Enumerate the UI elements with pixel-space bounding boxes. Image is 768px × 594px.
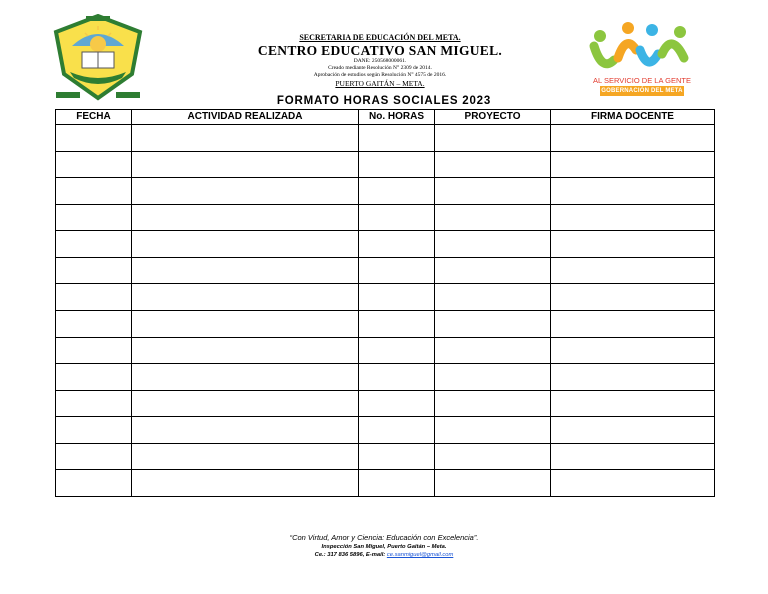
- cell-firma[interactable]: [551, 390, 715, 417]
- cell-actividad[interactable]: [132, 204, 359, 231]
- cell-fecha[interactable]: [56, 470, 132, 497]
- footer-motto: “Con Virtud, Amor y Ciencia: Educación con Excelencia”.: [289, 533, 479, 542]
- cell-actividad[interactable]: [132, 443, 359, 470]
- cell-fecha[interactable]: [56, 390, 132, 417]
- cell-horas[interactable]: [359, 470, 435, 497]
- cell-proyecto[interactable]: [435, 364, 551, 391]
- school-crest-logo: [52, 14, 144, 104]
- cell-fecha[interactable]: [56, 310, 132, 337]
- cell-firma[interactable]: [551, 204, 715, 231]
- table-row: [56, 337, 715, 364]
- cell-horas[interactable]: [359, 310, 435, 337]
- form-title: FORMATO HORAS SOCIALES 2023: [276, 95, 492, 107]
- cell-fecha[interactable]: [56, 364, 132, 391]
- table-row: [56, 284, 715, 311]
- cell-horas[interactable]: [359, 390, 435, 417]
- dane-line: DANE: 250568000061.: [353, 58, 407, 64]
- cell-horas[interactable]: [359, 231, 435, 258]
- cell-proyecto[interactable]: [435, 204, 551, 231]
- cell-firma[interactable]: [551, 151, 715, 178]
- school-header: [230, 33, 530, 88]
- footer-address: Inspección San Miguel, Puerto Gaitán – Meta.: [321, 544, 447, 550]
- cell-proyecto[interactable]: [435, 470, 551, 497]
- cell-actividad[interactable]: [132, 310, 359, 337]
- cell-horas[interactable]: [359, 417, 435, 444]
- footer-contact: [200, 551, 568, 559]
- table-row: [56, 257, 715, 284]
- cell-proyecto[interactable]: [435, 284, 551, 311]
- column-header-proyecto: PROYECTO: [435, 110, 551, 125]
- cell-actividad[interactable]: [132, 390, 359, 417]
- cell-fecha[interactable]: [56, 204, 132, 231]
- table-row: [56, 417, 715, 444]
- cell-fecha[interactable]: [56, 125, 132, 152]
- column-header-firma: FIRMA DOCENTE: [551, 110, 715, 125]
- table-row: [56, 390, 715, 417]
- table-row: [56, 178, 715, 205]
- table-row: [56, 125, 715, 152]
- cell-firma[interactable]: [551, 284, 715, 311]
- footer-phone: Ce.: 317 836 5896, E-mail:: [314, 552, 387, 558]
- cell-firma[interactable]: [551, 364, 715, 391]
- cell-proyecto[interactable]: [435, 125, 551, 152]
- hours-table: [55, 109, 715, 497]
- footer-email-link[interactable]: ce.sanmiguel@gmail.com: [386, 552, 454, 558]
- cell-proyecto[interactable]: [435, 443, 551, 470]
- secretaria-line: SECRETARIA DE EDUCACIÓN DEL META.: [299, 33, 461, 42]
- cell-actividad[interactable]: [132, 151, 359, 178]
- table-row: [56, 310, 715, 337]
- cell-actividad[interactable]: [132, 364, 359, 391]
- cell-fecha[interactable]: [56, 417, 132, 444]
- column-header-actividad: ACTIVIDAD REALIZADA: [132, 110, 359, 125]
- column-header-fecha: FECHA: [56, 110, 132, 125]
- cell-fecha[interactable]: [56, 284, 132, 311]
- cell-fecha[interactable]: [56, 337, 132, 364]
- cell-horas[interactable]: [359, 204, 435, 231]
- cell-proyecto[interactable]: [435, 257, 551, 284]
- cell-horas[interactable]: [359, 125, 435, 152]
- cell-fecha[interactable]: [56, 151, 132, 178]
- school-name: CENTRO EDUCATIVO SAN MIGUEL.: [257, 43, 503, 58]
- cell-proyecto[interactable]: [435, 417, 551, 444]
- cell-actividad[interactable]: [132, 284, 359, 311]
- cell-actividad[interactable]: [132, 417, 359, 444]
- cell-firma[interactable]: [551, 337, 715, 364]
- cell-firma[interactable]: [551, 443, 715, 470]
- gov-motto: AL SERVICIO DE LA GENTE: [593, 76, 691, 85]
- cell-fecha[interactable]: [56, 257, 132, 284]
- cell-proyecto[interactable]: [435, 310, 551, 337]
- table-row: [56, 470, 715, 497]
- cell-proyecto[interactable]: [435, 151, 551, 178]
- table-body: [56, 125, 715, 497]
- table-row: [56, 204, 715, 231]
- cell-horas[interactable]: [359, 151, 435, 178]
- cell-actividad[interactable]: [132, 231, 359, 258]
- gov-tag: GOBERNACIÓN DEL META: [601, 88, 683, 94]
- table-header-row: [56, 110, 715, 125]
- cell-horas[interactable]: [359, 178, 435, 205]
- city-line: PUERTO GAITÁN – META.: [335, 79, 425, 88]
- cell-firma[interactable]: [551, 257, 715, 284]
- cell-firma[interactable]: [551, 470, 715, 497]
- cell-fecha[interactable]: [56, 443, 132, 470]
- cell-proyecto[interactable]: [435, 231, 551, 258]
- cell-proyecto[interactable]: [435, 337, 551, 364]
- column-header-horas: No. HORAS: [359, 110, 435, 125]
- cell-horas[interactable]: [359, 284, 435, 311]
- table-row: [56, 151, 715, 178]
- cell-horas[interactable]: [359, 364, 435, 391]
- cell-actividad[interactable]: [132, 257, 359, 284]
- cell-actividad[interactable]: [132, 125, 359, 152]
- table-row: [56, 231, 715, 258]
- page-footer: [200, 533, 568, 559]
- cell-horas[interactable]: [359, 337, 435, 364]
- table-row: [56, 364, 715, 391]
- cell-actividad[interactable]: [132, 337, 359, 364]
- table-row: [56, 443, 715, 470]
- cell-horas[interactable]: [359, 443, 435, 470]
- cell-proyecto[interactable]: [435, 390, 551, 417]
- creation-resolution-line: Creado mediante Resolución N° 2309 de 2014.: [328, 65, 432, 71]
- cell-firma[interactable]: [551, 178, 715, 205]
- cell-proyecto[interactable]: [435, 178, 551, 205]
- cell-firma[interactable]: [551, 231, 715, 258]
- cell-firma[interactable]: [551, 417, 715, 444]
- approval-resolution-line: Aprobación de estudios según Resolución N° 4575 de 2016.: [313, 72, 447, 78]
- cell-firma[interactable]: [551, 310, 715, 337]
- cell-horas[interactable]: [359, 257, 435, 284]
- cell-actividad[interactable]: [132, 470, 359, 497]
- cell-firma[interactable]: [551, 125, 715, 152]
- cell-fecha[interactable]: [56, 178, 132, 205]
- cell-fecha[interactable]: [56, 231, 132, 258]
- cell-actividad[interactable]: [132, 178, 359, 205]
